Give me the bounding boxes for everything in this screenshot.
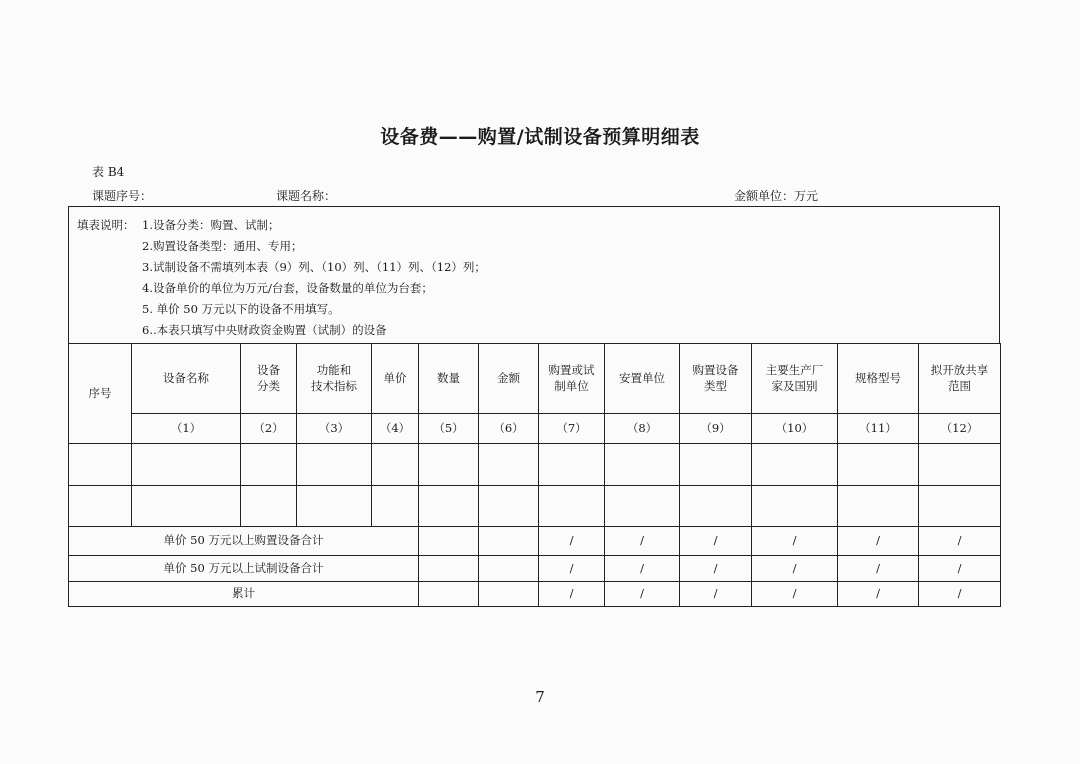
empty-cell[interactable] bbox=[479, 582, 539, 607]
column-number: （4） bbox=[372, 414, 419, 444]
empty-cell[interactable] bbox=[680, 444, 752, 486]
empty-cell[interactable] bbox=[69, 486, 132, 527]
instruction-line: 2.购置设备类型：通用、专用； bbox=[142, 239, 303, 253]
empty-cell[interactable] bbox=[419, 486, 479, 527]
empty-cell[interactable] bbox=[539, 444, 605, 486]
header-quantity: 数量 bbox=[419, 344, 479, 414]
slash-mark: / bbox=[838, 582, 919, 607]
column-number: （11） bbox=[838, 414, 919, 444]
slash-mark: / bbox=[919, 527, 1001, 556]
empty-cell[interactable] bbox=[241, 486, 297, 527]
equipment-budget-table bbox=[68, 343, 1001, 607]
empty-data-row bbox=[69, 486, 1001, 527]
header-purchase-unit: 购置或试 制单位 bbox=[539, 344, 605, 414]
header-amount: 金额 bbox=[479, 344, 539, 414]
empty-cell[interactable] bbox=[479, 527, 539, 556]
slash-mark: / bbox=[752, 556, 838, 582]
column-number: （3） bbox=[297, 414, 372, 444]
instruction-line: 4.设备单价的单位为万元/台套，设备数量的单位为台套； bbox=[142, 281, 433, 295]
slash-mark: / bbox=[919, 556, 1001, 582]
empty-cell[interactable] bbox=[752, 444, 838, 486]
column-number: （8） bbox=[605, 414, 680, 444]
column-number: （6） bbox=[479, 414, 539, 444]
slash-mark: / bbox=[680, 582, 752, 607]
header-equipment-name: 设备名称 bbox=[132, 344, 241, 414]
column-number: （12） bbox=[919, 414, 1001, 444]
task-name-label: 课题名称： bbox=[276, 189, 337, 203]
page-number: 7 bbox=[535, 688, 545, 706]
column-number-row bbox=[69, 414, 1001, 444]
summary-row-total bbox=[69, 582, 1001, 607]
empty-cell[interactable] bbox=[132, 444, 241, 486]
slash-mark: / bbox=[539, 527, 605, 556]
empty-cell[interactable] bbox=[752, 486, 838, 527]
empty-cell[interactable] bbox=[919, 486, 1001, 527]
header-seq: 序号 bbox=[69, 344, 132, 444]
empty-cell[interactable] bbox=[479, 486, 539, 527]
empty-cell[interactable] bbox=[419, 582, 479, 607]
empty-cell[interactable] bbox=[419, 444, 479, 486]
instruction-line: 6..本表只填写中央财政资金购置（试制）的设备 bbox=[142, 323, 387, 337]
empty-data-row bbox=[69, 444, 1001, 486]
empty-cell[interactable] bbox=[605, 444, 680, 486]
instruction-line: 3.试制设备不需填列本表（9）列、（10）列、（11）列、（12）列； bbox=[142, 260, 486, 274]
empty-cell[interactable] bbox=[838, 444, 919, 486]
header-purchase-type: 购置设备 类型 bbox=[680, 344, 752, 414]
slash-mark: / bbox=[605, 556, 680, 582]
column-number: （2） bbox=[241, 414, 297, 444]
header-category: 设备 分类 bbox=[241, 344, 297, 414]
empty-cell[interactable] bbox=[132, 486, 241, 527]
slash-mark: / bbox=[838, 556, 919, 582]
header-sharing: 拟开放共享 范围 bbox=[919, 344, 1001, 414]
empty-cell[interactable] bbox=[680, 486, 752, 527]
summary-row-purchase bbox=[69, 527, 1001, 556]
slash-mark: / bbox=[752, 527, 838, 556]
column-number: （7） bbox=[539, 414, 605, 444]
empty-cell[interactable] bbox=[479, 556, 539, 582]
column-number: （1） bbox=[132, 414, 241, 444]
empty-cell[interactable] bbox=[372, 444, 419, 486]
empty-cell[interactable] bbox=[539, 486, 605, 527]
empty-cell[interactable] bbox=[605, 486, 680, 527]
table-id: 表 B4 bbox=[92, 165, 125, 179]
header-install-unit: 安置单位 bbox=[605, 344, 680, 414]
header-model: 规格型号 bbox=[838, 344, 919, 414]
column-number: （9） bbox=[680, 414, 752, 444]
header-function: 功能和 技术指标 bbox=[297, 344, 372, 414]
instruction-line: 1.设备分类：购置、试制； bbox=[142, 218, 280, 232]
empty-cell[interactable] bbox=[372, 486, 419, 527]
slash-mark: / bbox=[605, 582, 680, 607]
slash-mark: / bbox=[680, 556, 752, 582]
empty-cell[interactable] bbox=[419, 527, 479, 556]
header-row bbox=[69, 344, 1001, 414]
empty-cell[interactable] bbox=[297, 486, 372, 527]
empty-cell[interactable] bbox=[919, 444, 1001, 486]
slash-mark: / bbox=[539, 556, 605, 582]
slash-mark: / bbox=[838, 527, 919, 556]
summary-row-trial bbox=[69, 556, 1001, 582]
slash-mark: / bbox=[680, 527, 752, 556]
header-manufacturer: 主要生产厂 家及国别 bbox=[752, 344, 838, 414]
summary-label: 累计 bbox=[69, 582, 419, 607]
empty-cell[interactable] bbox=[69, 444, 132, 486]
column-number: （10） bbox=[752, 414, 838, 444]
summary-label: 单价 50 万元以上购置设备合计 bbox=[69, 527, 419, 556]
page-title: 设备费——购置/试制设备预算明细表 bbox=[380, 126, 700, 148]
amount-unit-note: 金额单位：万元 bbox=[734, 189, 819, 203]
task-no-label: 课题序号： bbox=[92, 189, 153, 203]
slash-mark: / bbox=[919, 582, 1001, 607]
instructions-label: 填表说明： bbox=[77, 218, 135, 232]
empty-cell[interactable] bbox=[838, 486, 919, 527]
empty-cell[interactable] bbox=[297, 444, 372, 486]
empty-cell[interactable] bbox=[419, 556, 479, 582]
instruction-line: 5. 单价 50 万元以下的设备不用填写。 bbox=[142, 302, 340, 316]
slash-mark: / bbox=[752, 582, 838, 607]
summary-label: 单价 50 万元以上试制设备合计 bbox=[69, 556, 419, 582]
column-number: （5） bbox=[419, 414, 479, 444]
instructions-box bbox=[68, 206, 1000, 344]
slash-mark: / bbox=[539, 582, 605, 607]
empty-cell[interactable] bbox=[241, 444, 297, 486]
slash-mark: / bbox=[605, 527, 680, 556]
header-unit-price: 单价 bbox=[372, 344, 419, 414]
empty-cell[interactable] bbox=[479, 444, 539, 486]
